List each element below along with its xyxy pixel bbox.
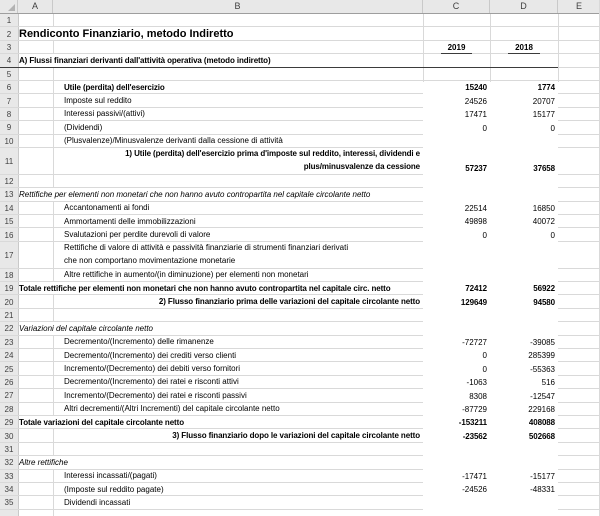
cell-value-2019[interactable]: 57237 xyxy=(465,163,487,173)
row-number[interactable]: 12 xyxy=(0,175,18,188)
row-number[interactable]: 24 xyxy=(0,349,18,362)
cell-label[interactable] xyxy=(64,242,348,268)
cell-label[interactable] xyxy=(64,403,280,415)
cell-label-text: Variazioni del capitale circolante netto xyxy=(19,323,154,333)
cell-value-2019[interactable]: -24526 xyxy=(462,485,487,495)
column-header-d[interactable]: D xyxy=(490,0,558,13)
cell-label[interactable] xyxy=(64,389,247,401)
cell-value-2019[interactable]: 72412 xyxy=(465,284,487,294)
cell-label-text: (Imposte sul reddito pagate) xyxy=(64,484,164,494)
sheet-grid xyxy=(0,14,600,516)
cell-value-2018[interactable]: 94580 xyxy=(533,297,555,307)
cell-label-text: Dividendi incassati xyxy=(64,497,131,507)
year-header-2018[interactable] xyxy=(490,41,558,54)
cell-value-2018[interactable]: 15177 xyxy=(532,110,555,120)
cell-label[interactable] xyxy=(64,336,214,348)
cell-label-text: (Plusvalenze)/Minusvalenze derivanti dalla cessione di attività xyxy=(64,136,283,146)
cell-value-2019[interactable]: 22514 xyxy=(464,203,487,213)
cell-value-2019[interactable]: 0 xyxy=(482,351,487,361)
cell-label-text: Decremento/(Incremento) dei crediti verso clienti xyxy=(64,350,237,360)
cell-label-text: Decremento/(Incremento) delle rimanenze xyxy=(64,337,214,347)
column-header-b[interactable]: B xyxy=(53,0,423,13)
cell-label-text: 3) Flusso finanziario dopo le variazioni del capitale circolante netto xyxy=(172,431,420,441)
cell-label-line1: Rettifiche di valore di attività e passività finanziarie di strumenti finanziari derivati xyxy=(64,243,349,253)
cell-label[interactable] xyxy=(19,188,370,200)
row-11 xyxy=(0,148,600,175)
row-29 xyxy=(0,416,600,429)
cell-value-2018[interactable]: 229168 xyxy=(528,404,555,414)
row-number[interactable]: 15 xyxy=(0,215,18,228)
year-header-2019[interactable] xyxy=(423,41,490,54)
row-number[interactable]: 19 xyxy=(0,282,18,295)
cell-value-2019[interactable]: -23562 xyxy=(462,431,487,441)
row-number[interactable]: 21 xyxy=(0,309,18,322)
cell-value-2019[interactable]: -87729 xyxy=(462,404,487,414)
cell-label-text: Altri decrementi/(Altri Incrementi) del capitale circolante netto xyxy=(64,404,280,414)
row-number[interactable]: 18 xyxy=(0,269,18,282)
row-number[interactable]: 7 xyxy=(0,94,18,107)
row-number[interactable]: 10 xyxy=(0,135,18,148)
row-34 xyxy=(0,483,600,496)
cell-label-text: Decremento/(Incremento) dei ratei e risconti attivi xyxy=(64,377,239,387)
row-28 xyxy=(0,403,600,416)
cell-value-2018[interactable]: 408088 xyxy=(528,418,555,428)
cell-label[interactable] xyxy=(19,54,271,66)
row-24 xyxy=(0,349,600,362)
row-20 xyxy=(0,295,600,308)
row-1 xyxy=(0,14,600,27)
cell-label[interactable] xyxy=(125,148,420,174)
cell-value-2018[interactable]: -39085 xyxy=(530,337,555,347)
cell-label[interactable] xyxy=(64,483,164,495)
row-number[interactable]: 11 xyxy=(0,148,18,175)
cell-value-2018[interactable]: -48331 xyxy=(530,485,555,495)
cell-label[interactable] xyxy=(64,362,240,374)
cell-label-text: Incremento/(Decremento) dei debiti verso fornitori xyxy=(64,364,241,374)
cell-label-text: Altre rettifiche in aumento/(in diminuzione) per elementi non monetari xyxy=(64,270,309,280)
cell-value-2018[interactable]: 0 xyxy=(550,123,555,133)
row-36 xyxy=(0,510,600,516)
row-5 xyxy=(0,68,600,81)
cell-label[interactable] xyxy=(19,416,184,428)
cell-label-text: Incremento/(Decremento) dei ratei e risconti passivi xyxy=(64,390,247,400)
row-12 xyxy=(0,175,600,188)
cell-label[interactable] xyxy=(64,470,157,482)
select-all-corner[interactable] xyxy=(0,0,18,13)
row-32 xyxy=(0,456,600,469)
cell-value-2019[interactable]: -72727 xyxy=(462,337,487,347)
row-number[interactable]: 8 xyxy=(0,108,18,121)
cell-value-2019[interactable]: 24526 xyxy=(464,96,487,106)
cell-label-line2: che non comportano movimentazione monetarie xyxy=(64,255,236,265)
cell-value-2019[interactable]: -1063 xyxy=(466,378,487,388)
column-header-row xyxy=(0,0,600,14)
cell-value-2018[interactable]: 285399 xyxy=(528,351,555,361)
cell-label-text: 2) Flusso finanziario prima delle variazioni del capitale circolante netto xyxy=(158,297,420,307)
cell-value-2019[interactable]: 17471 xyxy=(464,110,487,120)
cell-label-text: Utile (perdita) dell'esercizio xyxy=(64,82,165,92)
cell-value-2019[interactable]: 49898 xyxy=(464,217,487,227)
row-8 xyxy=(0,108,600,121)
row-16 xyxy=(0,228,600,241)
cell-label-text: Svalutazioni per perdite durevoli di valore xyxy=(64,230,211,240)
cell-label-text: Rendiconto Finanziario, metodo Indiretto xyxy=(19,27,234,40)
row-26 xyxy=(0,376,600,389)
row-10 xyxy=(0,135,600,148)
year-header-2018-label: 2018 xyxy=(508,43,540,54)
row-number[interactable]: 30 xyxy=(0,429,18,442)
row-number[interactable] xyxy=(0,510,18,516)
cell-value-2018[interactable]: 40072 xyxy=(532,217,555,227)
row-number[interactable]: 31 xyxy=(0,443,18,456)
cell-label[interactable] xyxy=(64,228,210,240)
row-number[interactable]: 5 xyxy=(0,68,18,81)
row-number[interactable]: 20 xyxy=(0,295,18,308)
cell-label-text: Interessi passivi/(attivi) xyxy=(64,109,145,119)
row-18 xyxy=(0,269,600,282)
row-number[interactable]: 16 xyxy=(0,228,18,241)
cell-label-text: A) Flussi finanziari derivanti dall'attività operativa (metodo indiretto) xyxy=(19,55,271,65)
row-9 xyxy=(0,121,600,134)
row-number[interactable]: 2 xyxy=(0,27,18,40)
cell-label-line1: 1) Utile (perdita) dell'esercizio prima d'imposte sul reddito, interessi, dividendi e xyxy=(125,149,420,159)
cell-label-text: Imposte sul reddito xyxy=(64,96,132,106)
column-header-a[interactable]: A xyxy=(18,0,53,13)
row-13 xyxy=(0,188,600,201)
cell-label[interactable] xyxy=(64,108,145,120)
row-number[interactable]: 3 xyxy=(0,41,18,54)
cell-value-2019[interactable]: 0 xyxy=(482,364,487,374)
row-number[interactable]: 26 xyxy=(0,376,18,389)
cell-value-2018[interactable]: 1774 xyxy=(537,83,555,93)
column-header-c[interactable]: C xyxy=(423,0,490,13)
cell-label[interactable] xyxy=(159,295,420,307)
cell-value-2018[interactable]: -15177 xyxy=(530,471,555,481)
row-4 xyxy=(0,54,600,67)
row-6 xyxy=(0,81,600,94)
row-15 xyxy=(0,215,600,228)
cell-value-2018[interactable]: 16850 xyxy=(532,203,555,213)
cell-label-text: Rettifiche per elementi non monetari che non hanno avuto contropartita nel capitale circolante netto xyxy=(19,189,371,199)
row-number[interactable]: 4 xyxy=(0,54,18,67)
cell-label[interactable] xyxy=(19,456,68,468)
cell-label-text: Totale variazioni del capitale circolante netto xyxy=(19,417,184,427)
row-14 xyxy=(0,202,600,215)
cell-label[interactable] xyxy=(19,282,391,294)
cell-label[interactable] xyxy=(64,376,239,388)
cell-label[interactable] xyxy=(64,81,165,93)
cell-label[interactable] xyxy=(64,269,309,281)
cell-value-2019[interactable]: 8308 xyxy=(469,391,487,401)
column-header-e[interactable]: E xyxy=(575,1,582,11)
row-number[interactable]: 13 xyxy=(0,188,18,201)
row-number[interactable]: 28 xyxy=(0,403,18,416)
row-33 xyxy=(0,470,600,483)
row-22 xyxy=(0,322,600,335)
row-19 xyxy=(0,282,600,295)
cell-label-text: Accantonamenti ai fondi xyxy=(64,203,150,213)
row-number[interactable]: 33 xyxy=(0,470,18,483)
row-number[interactable]: 32 xyxy=(0,456,18,469)
cell-label[interactable] xyxy=(19,322,153,334)
cell-label-text: Ammortamenti delle immobilizzazioni xyxy=(64,216,196,226)
row-2 xyxy=(0,27,600,40)
row-35 xyxy=(0,496,600,509)
row-31 xyxy=(0,443,600,456)
cell-value-2019[interactable]: 0 xyxy=(482,123,487,133)
cell-label[interactable] xyxy=(64,94,132,106)
row-21 xyxy=(0,309,600,322)
cell-label-text: (Dividendi) xyxy=(64,122,103,132)
row-number[interactable]: 14 xyxy=(0,202,18,215)
cell-value-2019[interactable]: 129649 xyxy=(460,297,487,307)
row-number[interactable]: 29 xyxy=(0,416,18,429)
row-number[interactable]: 22 xyxy=(0,322,18,335)
cell-value-2019[interactable]: -153211 xyxy=(458,418,487,428)
cell-label[interactable] xyxy=(19,27,234,39)
row-23 xyxy=(0,336,600,349)
row-number[interactable]: 34 xyxy=(0,483,18,496)
cell-value-2018[interactable]: -12547 xyxy=(530,391,555,401)
row-30 xyxy=(0,429,600,442)
select-all-triangle-icon xyxy=(8,4,15,11)
row-3 xyxy=(0,41,600,54)
row-17 xyxy=(0,242,600,269)
row-25 xyxy=(0,362,600,375)
cell-label[interactable] xyxy=(64,215,196,227)
cell-label-text: Totale rettifiche per elementi non monetari che non hanno avuto contropartita nel capitale circ. netto xyxy=(19,283,391,293)
cell-value-2018[interactable]: -55363 xyxy=(530,364,555,374)
cell-value-2019[interactable]: 0 xyxy=(482,230,487,240)
cell-value-2018[interactable]: 0 xyxy=(550,230,555,240)
cell-value-2019[interactable]: -17471 xyxy=(462,471,487,481)
year-header-2019-label: 2019 xyxy=(441,43,473,54)
row-7 xyxy=(0,94,600,107)
cell-label[interactable] xyxy=(64,135,283,147)
cell-value-2018[interactable]: 502668 xyxy=(528,431,555,441)
cell-label-text: Altre rettifiche xyxy=(19,457,68,467)
cell-label[interactable] xyxy=(64,202,149,214)
row-number[interactable]: 1 xyxy=(0,14,18,27)
row-number[interactable]: 9 xyxy=(0,121,18,134)
cell-label-line2: plus/minusvalenze da cessione xyxy=(303,161,420,171)
cell-value-2018[interactable]: 20707 xyxy=(532,96,555,106)
row-number[interactable]: 35 xyxy=(0,496,18,509)
cell-label-text: Interessi incassati/(pagati) xyxy=(64,471,157,481)
cell-value-2018[interactable]: 516 xyxy=(541,378,555,388)
row-27 xyxy=(0,389,600,402)
cell-value-2018[interactable]: 37658 xyxy=(533,163,555,173)
cell-label[interactable] xyxy=(172,429,420,441)
cell-label[interactable] xyxy=(64,121,102,133)
row-number[interactable]: 17 xyxy=(0,242,18,269)
cell-label[interactable] xyxy=(64,349,236,361)
row-number[interactable]: 27 xyxy=(0,389,18,402)
cell-value-2018[interactable]: 56922 xyxy=(533,284,555,294)
row-number[interactable]: 25 xyxy=(0,362,18,375)
cell-label[interactable] xyxy=(64,496,130,508)
cell-value-2019[interactable]: 15240 xyxy=(465,83,487,93)
row-number[interactable]: 6 xyxy=(0,81,18,94)
row-number[interactable]: 23 xyxy=(0,336,18,349)
